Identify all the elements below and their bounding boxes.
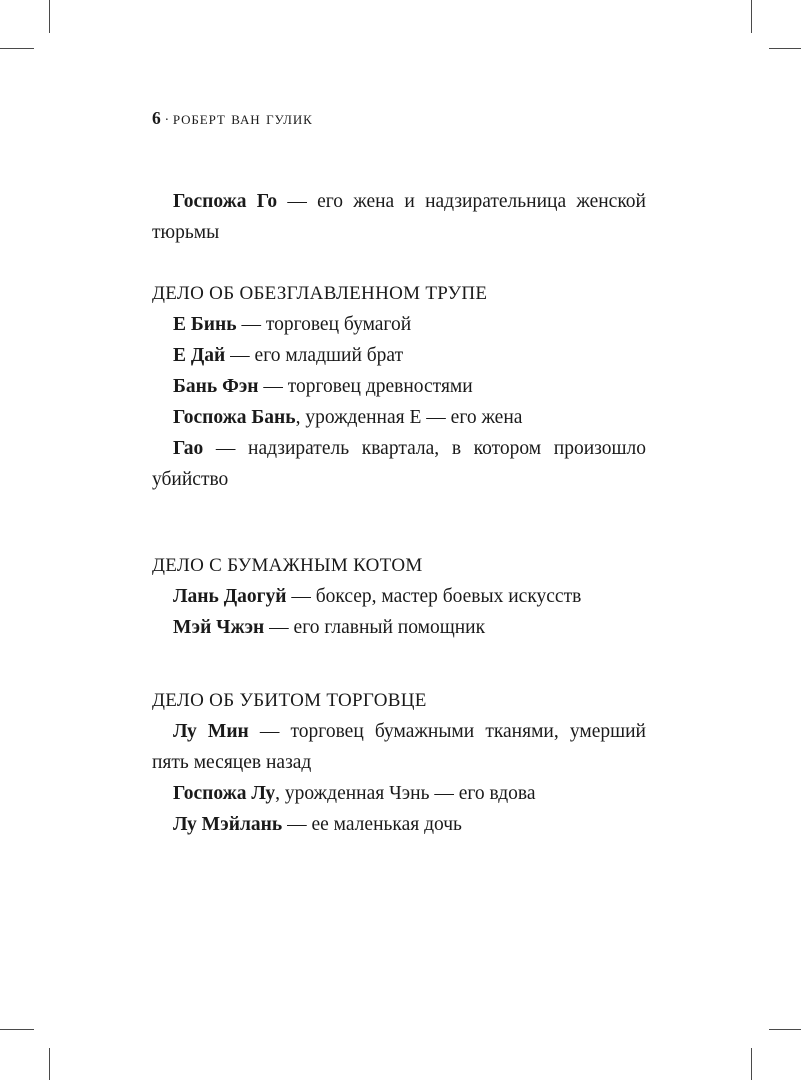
entry-name: Гао bbox=[173, 438, 204, 459]
book-author: роберт ван гулик bbox=[172, 109, 313, 129]
list-item bbox=[152, 433, 646, 495]
list-item bbox=[152, 612, 646, 643]
list-item bbox=[152, 340, 646, 371]
page-number: 6 bbox=[152, 108, 162, 128]
intro-entry bbox=[152, 186, 646, 248]
entry-name: Бань Фэн bbox=[173, 376, 259, 397]
entry-name: Е Бинь bbox=[173, 314, 237, 335]
entry-name: Лу Мэйлань bbox=[173, 814, 283, 835]
list-item bbox=[152, 716, 646, 778]
block-spacer bbox=[152, 248, 646, 278]
entry-name: Лу Мин bbox=[173, 721, 249, 742]
list-item bbox=[152, 371, 646, 402]
entry-description: — боксер, мастер боевых искусств bbox=[286, 586, 582, 607]
character-list bbox=[152, 186, 646, 840]
entry-description: — торговец бумажными тканями, умерший пять месяцев назад bbox=[152, 721, 646, 773]
crop-mark-top-left-horizontal bbox=[0, 48, 34, 49]
entry-name: Госпожа Бань bbox=[173, 407, 296, 428]
entry-name: Лань Даогуй bbox=[173, 586, 287, 607]
running-head bbox=[152, 108, 652, 130]
crop-mark-top-left-vertical bbox=[49, 0, 50, 33]
section-heading-3: ДЕЛО ОБ УБИТОМ ТОРГОВЦЕ bbox=[152, 690, 427, 711]
list-item bbox=[152, 309, 646, 340]
entry-description: — торговец древностями bbox=[258, 376, 473, 397]
crop-mark-bottom-right-horizontal bbox=[769, 1029, 801, 1030]
intro-entry-name: Госпожа Го bbox=[173, 191, 278, 212]
crop-mark-top-right-horizontal bbox=[769, 48, 801, 49]
block-spacer bbox=[152, 495, 646, 550]
list-item bbox=[152, 778, 646, 809]
intro-entry-description: — его жена и надзирательница женской тюрьмы bbox=[152, 191, 646, 243]
entry-name: Е Дай bbox=[173, 345, 226, 366]
entry-description: , урожденная Чэнь — его вдова bbox=[275, 783, 536, 804]
entry-description: — торговец бумагой bbox=[236, 314, 412, 335]
entry-description: — надзиратель квартала, в котором произошло убийство bbox=[152, 438, 646, 490]
entry-description: — его главный помощник bbox=[264, 617, 486, 638]
list-item bbox=[152, 402, 646, 433]
list-item bbox=[152, 581, 646, 612]
entry-description: , урожденная Е — его жена bbox=[295, 407, 523, 428]
crop-mark-bottom-right-vertical bbox=[751, 1048, 752, 1080]
running-head-separator: · bbox=[164, 113, 170, 128]
entry-description: — его младший брат bbox=[225, 345, 404, 366]
entry-name: Госпожа Лу bbox=[173, 783, 276, 804]
crop-mark-bottom-left-vertical bbox=[49, 1048, 50, 1080]
entry-description: — ее маленькая дочь bbox=[282, 814, 462, 835]
crop-mark-top-right-vertical bbox=[751, 0, 752, 33]
section-heading-1: ДЕЛО ОБ ОБЕЗГЛАВЛЕННОМ ТРУПЕ bbox=[152, 283, 488, 304]
entry-name: Мэй Чжэн bbox=[173, 617, 265, 638]
crop-mark-bottom-left-horizontal bbox=[0, 1029, 34, 1030]
section-heading-2: ДЕЛО С БУМАЖНЫМ КОТОМ bbox=[152, 555, 423, 576]
list-item bbox=[152, 809, 646, 840]
block-spacer bbox=[152, 643, 646, 685]
